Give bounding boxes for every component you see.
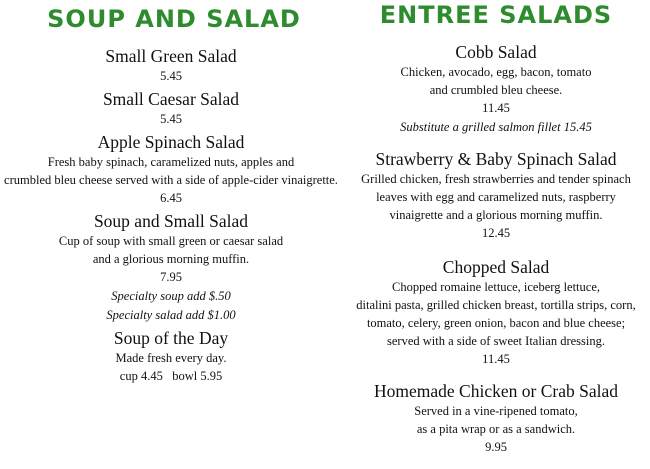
item-price: cup 4.45 bowl 5.95: [119, 369, 223, 383]
item-name: Small Green Salad: [105, 46, 237, 66]
item-price: 11.45: [482, 352, 510, 366]
item-description-line: Served in a vine-ripened tomato,: [414, 404, 578, 418]
entree-salads-column: [342, 0, 650, 457]
item-note: Specialty salad add $1.00: [106, 308, 236, 322]
item-price: 12.45: [481, 226, 511, 240]
item-note: Specialty soup add $.50: [111, 289, 231, 303]
item-name: Soup of the Day: [113, 328, 229, 348]
menu-item-soup-of-the-day: [0, 328, 342, 386]
menu-item-strawberry-baby-spinach-salad: [342, 149, 650, 243]
item-name: Chopped Salad: [442, 257, 550, 277]
menu-item-small-caesar-salad: [0, 89, 342, 129]
item-description-line: Cup of soup with small green or caesar salad: [58, 234, 284, 248]
item-name: Soup and Small Salad: [93, 211, 249, 231]
item-description-line: tomato, celery, green onion, bacon and blue cheese;: [366, 316, 626, 330]
item-price: 9.95: [485, 440, 507, 454]
item-price: 7.95: [160, 270, 182, 284]
menu-item-small-green-salad: [0, 46, 342, 86]
item-price: 11.45: [482, 101, 510, 115]
item-price: 6.45: [160, 191, 182, 205]
item-name: Homemade Chicken or Crab Salad: [374, 381, 618, 401]
item-description-line: as a pita wrap or as a sandwich.: [416, 422, 576, 436]
item-description-line: crumbled bleu cheese served with a side of apple-cider vinaigrette.: [4, 173, 338, 187]
item-description-line: Chopped romaine lettuce, iceberg lettuce,: [391, 280, 601, 294]
section-title-entree-salads: ENTREE SALADS: [379, 1, 613, 29]
menu-item-homemade-chicken-or-crab-salad: [342, 381, 650, 457]
menu-item-cobb-salad: [342, 42, 650, 137]
item-description-line: served with a side of sweet Italian dressing.: [387, 334, 605, 348]
item-description-line: leaves with egg and caramelized nuts, raspberry: [376, 190, 616, 204]
section-title-soup-and-salad: SOUP AND SALAD: [47, 5, 301, 33]
item-description-line: Chicken, avocado, egg, bacon, tomato: [400, 65, 592, 79]
item-price: 5.45: [160, 69, 182, 83]
item-description-line: and a glorious morning muffin.: [92, 252, 250, 266]
menu-item-soup-and-small-salad: [0, 211, 342, 325]
item-name: Strawberry & Baby Spinach Salad: [375, 149, 617, 169]
menu-item-chopped-salad: [342, 257, 650, 369]
soup-and-salad-column: [0, 0, 342, 386]
item-name: Cobb Salad: [455, 42, 537, 62]
item-description-line: Grilled chicken, fresh strawberries and tender spinach: [361, 172, 631, 186]
item-name: Small Caesar Salad: [102, 89, 240, 109]
menu-item-apple-spinach-salad: [0, 132, 342, 208]
item-price: 5.45: [160, 112, 182, 126]
item-note: Substitute a grilled salmon fillet 15.45: [400, 120, 592, 134]
item-description-line: and crumbled bleu cheese.: [429, 83, 563, 97]
item-name: Apple Spinach Salad: [97, 132, 245, 152]
item-description-line: vinaigrette and a glorious morning muffin.: [389, 208, 603, 222]
item-description-line: Fresh baby spinach, caramelized nuts, apples and: [47, 155, 295, 169]
item-description-line: ditalini pasta, grilled chicken breast, tortilla strips, corn,: [356, 298, 636, 312]
item-description-line: Made fresh every day.: [115, 351, 227, 365]
